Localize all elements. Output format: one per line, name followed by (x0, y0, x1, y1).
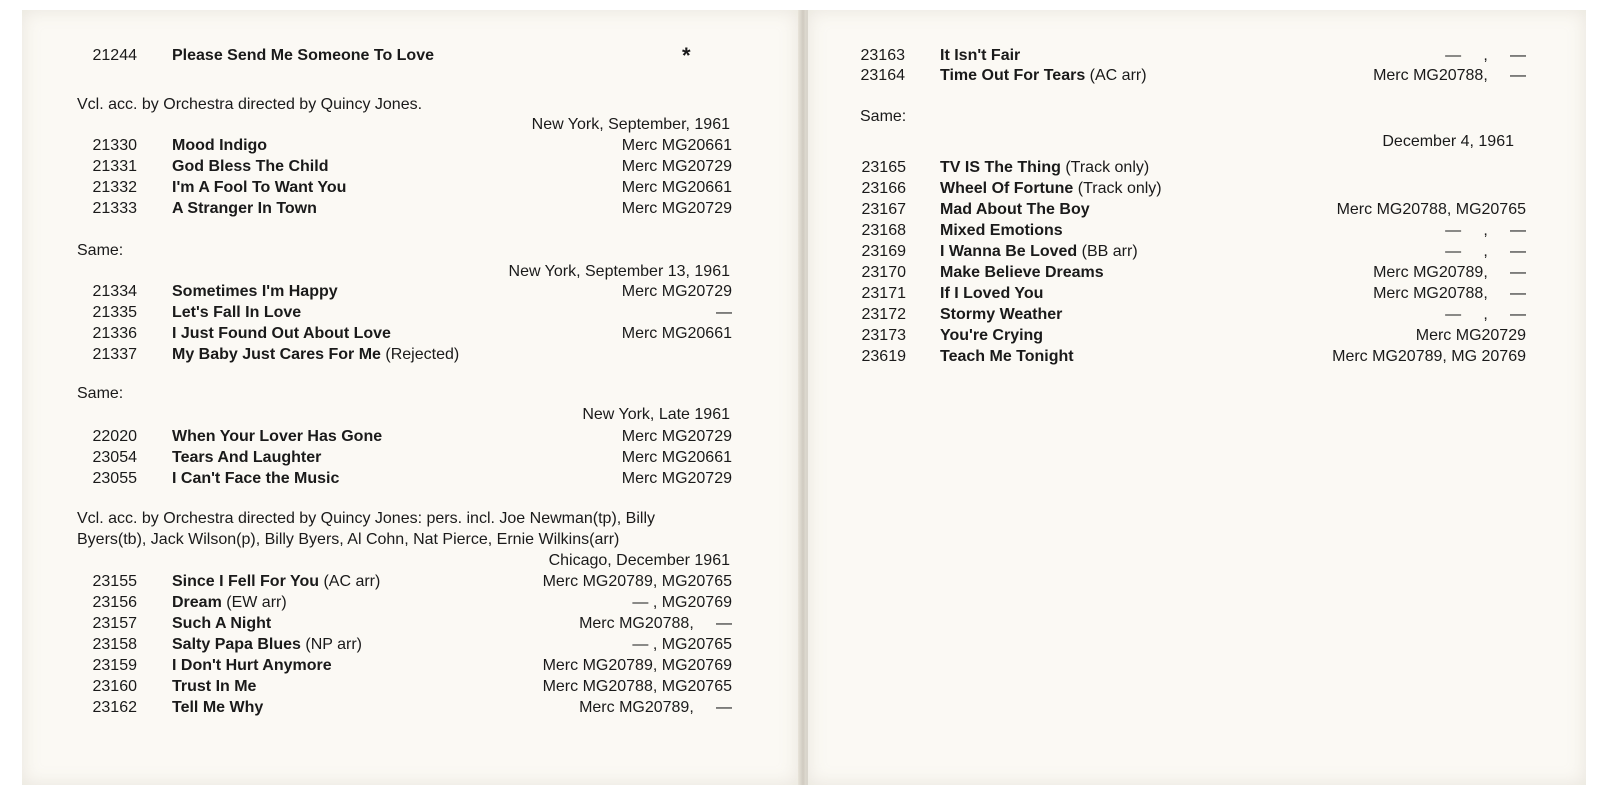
track-annotation: (Rejected) (380, 346, 460, 363)
matrix-number: 23159 (92, 657, 137, 674)
track-title: I'm A Fool To Want You (172, 179, 347, 196)
track-title: You're Crying (940, 327, 1044, 344)
track-title: Sometimes I'm Happy (172, 283, 338, 300)
catalog-number: Merc MG20789, MG20765 (542, 573, 732, 590)
catalog-number: Merc MG20789, MG20769 (542, 657, 732, 674)
right-page (806, 10, 1586, 785)
personnel-note: Vcl. acc. by Orchestra directed by Quincy Jones: pers. incl. Joe Newman(tp), Billy (77, 510, 655, 527)
catalog-number: Merc MG20729 (621, 158, 732, 175)
matrix-number: 21335 (92, 304, 137, 321)
catalog-number: — , — (1445, 306, 1526, 323)
track-title: Tears And Laughter (172, 449, 322, 466)
catalog-number: Merc MG20789, — (1373, 264, 1526, 281)
same-label: Same: (77, 385, 124, 402)
catalog-number: — , MG20765 (632, 636, 732, 653)
personnel-note: Vcl. acc. by Orchestra directed by Quincy Jones. (77, 96, 423, 113)
catalog-number: — , — (1445, 243, 1526, 260)
catalog-number: Merc MG20661 (621, 325, 732, 342)
matrix-number: 21332 (92, 179, 137, 196)
catalog-number: Merc MG20729 (621, 200, 732, 217)
track-title: Since I Fell For You (AC arr) (172, 573, 381, 590)
track-title: When Your Lover Has Gone (172, 428, 383, 445)
track-title: God Bless The Child (172, 158, 329, 175)
track-row (808, 262, 1588, 283)
catalog-number: Merc MG20788, MG20765 (1336, 201, 1526, 218)
catalog-number: Merc MG20788, — (579, 615, 732, 632)
track-row (808, 220, 1588, 241)
track-row (808, 241, 1588, 262)
track-row (808, 283, 1588, 304)
track-title: Mood Indigo (172, 137, 268, 154)
matrix-number: 23164 (860, 67, 905, 84)
track-title: Dream (EW arr) (172, 594, 287, 611)
catalog-number: Merc MG20788, — (1373, 285, 1526, 302)
asterisk-mark: * (682, 43, 691, 68)
track-title: Time Out For Tears (AC arr) (940, 67, 1147, 84)
track-title: Mad About The Boy (940, 201, 1090, 218)
matrix-number: 21337 (92, 346, 137, 363)
track-title: Trust In Me (172, 678, 257, 695)
track-row (808, 346, 1588, 367)
catalog-number: Merc MG20729 (621, 428, 732, 445)
catalog-number: Merc MG20729 (621, 283, 732, 300)
same-label: Same: (860, 108, 907, 125)
track-annotation: (Track only) (1073, 180, 1162, 197)
track-row (808, 178, 1588, 199)
catalog-number: Merc MG20788, — (1373, 67, 1526, 84)
catalog-number: — , — (1445, 47, 1526, 64)
track-row (22, 571, 800, 592)
track-row (808, 45, 1588, 66)
catalog-number: — , MG20769 (632, 594, 732, 611)
matrix-number: 23162 (92, 699, 137, 716)
matrix-number: 23173 (861, 327, 906, 344)
session-location: New York, September 13, 1961 (508, 263, 730, 280)
matrix-number: 23165 (861, 159, 906, 176)
track-title: I Just Found Out About Love (172, 325, 391, 342)
track-title: Such A Night (172, 615, 272, 632)
track-title: If I Loved You (940, 285, 1044, 302)
same-label: Same: (77, 242, 124, 259)
track-title: TV IS The Thing (Track only) (940, 159, 1150, 176)
track-row (22, 426, 800, 447)
catalog-number: Merc MG20788, MG20765 (542, 678, 732, 695)
track-row (22, 613, 800, 634)
track-title: Stormy Weather (940, 306, 1063, 323)
matrix-number: 21331 (92, 158, 137, 175)
catalog-number: Merc MG20789, — (579, 699, 732, 716)
session-location: New York, Late 1961 (582, 406, 730, 423)
session-location: New York, September, 1961 (531, 116, 730, 133)
matrix-number: 21333 (92, 200, 137, 217)
track-row (808, 304, 1588, 325)
session-location: December 4, 1961 (1382, 133, 1514, 150)
page-edge-shading (808, 10, 1586, 785)
track-title: A Stranger In Town (172, 200, 317, 217)
matrix-number: 23166 (861, 180, 906, 197)
matrix-number: 23169 (861, 243, 906, 260)
track-title: Tell Me Why (172, 699, 264, 716)
track-title: I Wanna Be Loved (BB arr) (940, 243, 1138, 260)
matrix-number: 23155 (92, 573, 137, 590)
track-row (808, 65, 1588, 86)
track-annotation: (Track only) (1060, 159, 1150, 176)
matrix-number: 22020 (92, 428, 137, 445)
track-annotation: (AC arr) (1085, 67, 1147, 84)
track-row (808, 199, 1588, 220)
track-title: My Baby Just Cares For Me (Rejected) (172, 346, 460, 363)
track-row (808, 325, 1588, 346)
matrix-number: 21330 (92, 137, 137, 154)
catalog-number: Merc MG20729 (1415, 327, 1526, 344)
track-row (22, 156, 800, 177)
matrix-number: 23160 (92, 678, 137, 695)
catalog-number: Merc MG20789, MG 20769 (1332, 348, 1526, 365)
track-row (808, 157, 1588, 178)
track-title: Let's Fall In Love (172, 304, 302, 321)
track-row (22, 447, 800, 468)
track-row (22, 634, 800, 655)
matrix-number: 23156 (92, 594, 137, 611)
track-title: I Don't Hurt Anymore (172, 657, 332, 674)
catalog-number: Merc MG20661 (621, 449, 732, 466)
matrix-number: 23055 (92, 470, 137, 487)
left-page (22, 10, 800, 785)
track-row (22, 281, 800, 302)
matrix-number: 23172 (861, 306, 906, 323)
track-title: Mixed Emotions (940, 222, 1063, 239)
track-row (22, 135, 800, 156)
personnel-note: Byers(tb), Jack Wilson(p), Billy Byers, Al Cohn, Nat Pierce, Ernie Wilkins(arr) (77, 531, 620, 548)
track-row (22, 655, 800, 676)
track-row (22, 344, 800, 365)
track-row (22, 468, 800, 489)
matrix-number: 21244 (92, 47, 137, 64)
track-annotation: (EW arr) (221, 594, 287, 611)
track-row (22, 177, 800, 198)
catalog-number: Merc MG20661 (621, 137, 732, 154)
matrix-number: 23163 (860, 47, 905, 64)
matrix-number: 21334 (92, 283, 137, 300)
matrix-number: 23157 (92, 615, 137, 632)
matrix-number: 23054 (92, 449, 137, 466)
track-title: Salty Papa Blues (NP arr) (172, 636, 362, 653)
matrix-number: 23171 (861, 285, 906, 302)
session-location: Chicago, December 1961 (548, 552, 730, 569)
matrix-number: 23167 (861, 201, 906, 218)
matrix-number: 21336 (92, 325, 137, 342)
track-title: Make Believe Dreams (940, 264, 1104, 281)
track-annotation: (AC arr) (319, 573, 381, 590)
track-row (22, 697, 800, 718)
matrix-number: 23168 (861, 222, 906, 239)
track-title: It Isn't Fair (940, 47, 1021, 64)
matrix-number: 23170 (861, 264, 906, 281)
track-annotation: (NP arr) (300, 636, 362, 653)
track-row (22, 676, 800, 697)
track-row (22, 302, 800, 323)
track-row (22, 592, 800, 613)
track-title: Please Send Me Someone To Love (172, 47, 434, 64)
track-title: I Can't Face the Music (172, 470, 340, 487)
track-title: Wheel Of Fortune (Track only) (940, 180, 1162, 197)
track-row (22, 323, 800, 344)
track-annotation: (BB arr) (1077, 243, 1138, 260)
catalog-number: — , — (1445, 222, 1526, 239)
matrix-number: 23158 (92, 636, 137, 653)
track-row (22, 198, 800, 219)
catalog-number: Merc MG20661 (621, 179, 732, 196)
catalog-number: — (716, 304, 732, 321)
track-title: Teach Me Tonight (940, 348, 1074, 365)
catalog-number: Merc MG20729 (621, 470, 732, 487)
matrix-number: 23619 (861, 348, 906, 365)
